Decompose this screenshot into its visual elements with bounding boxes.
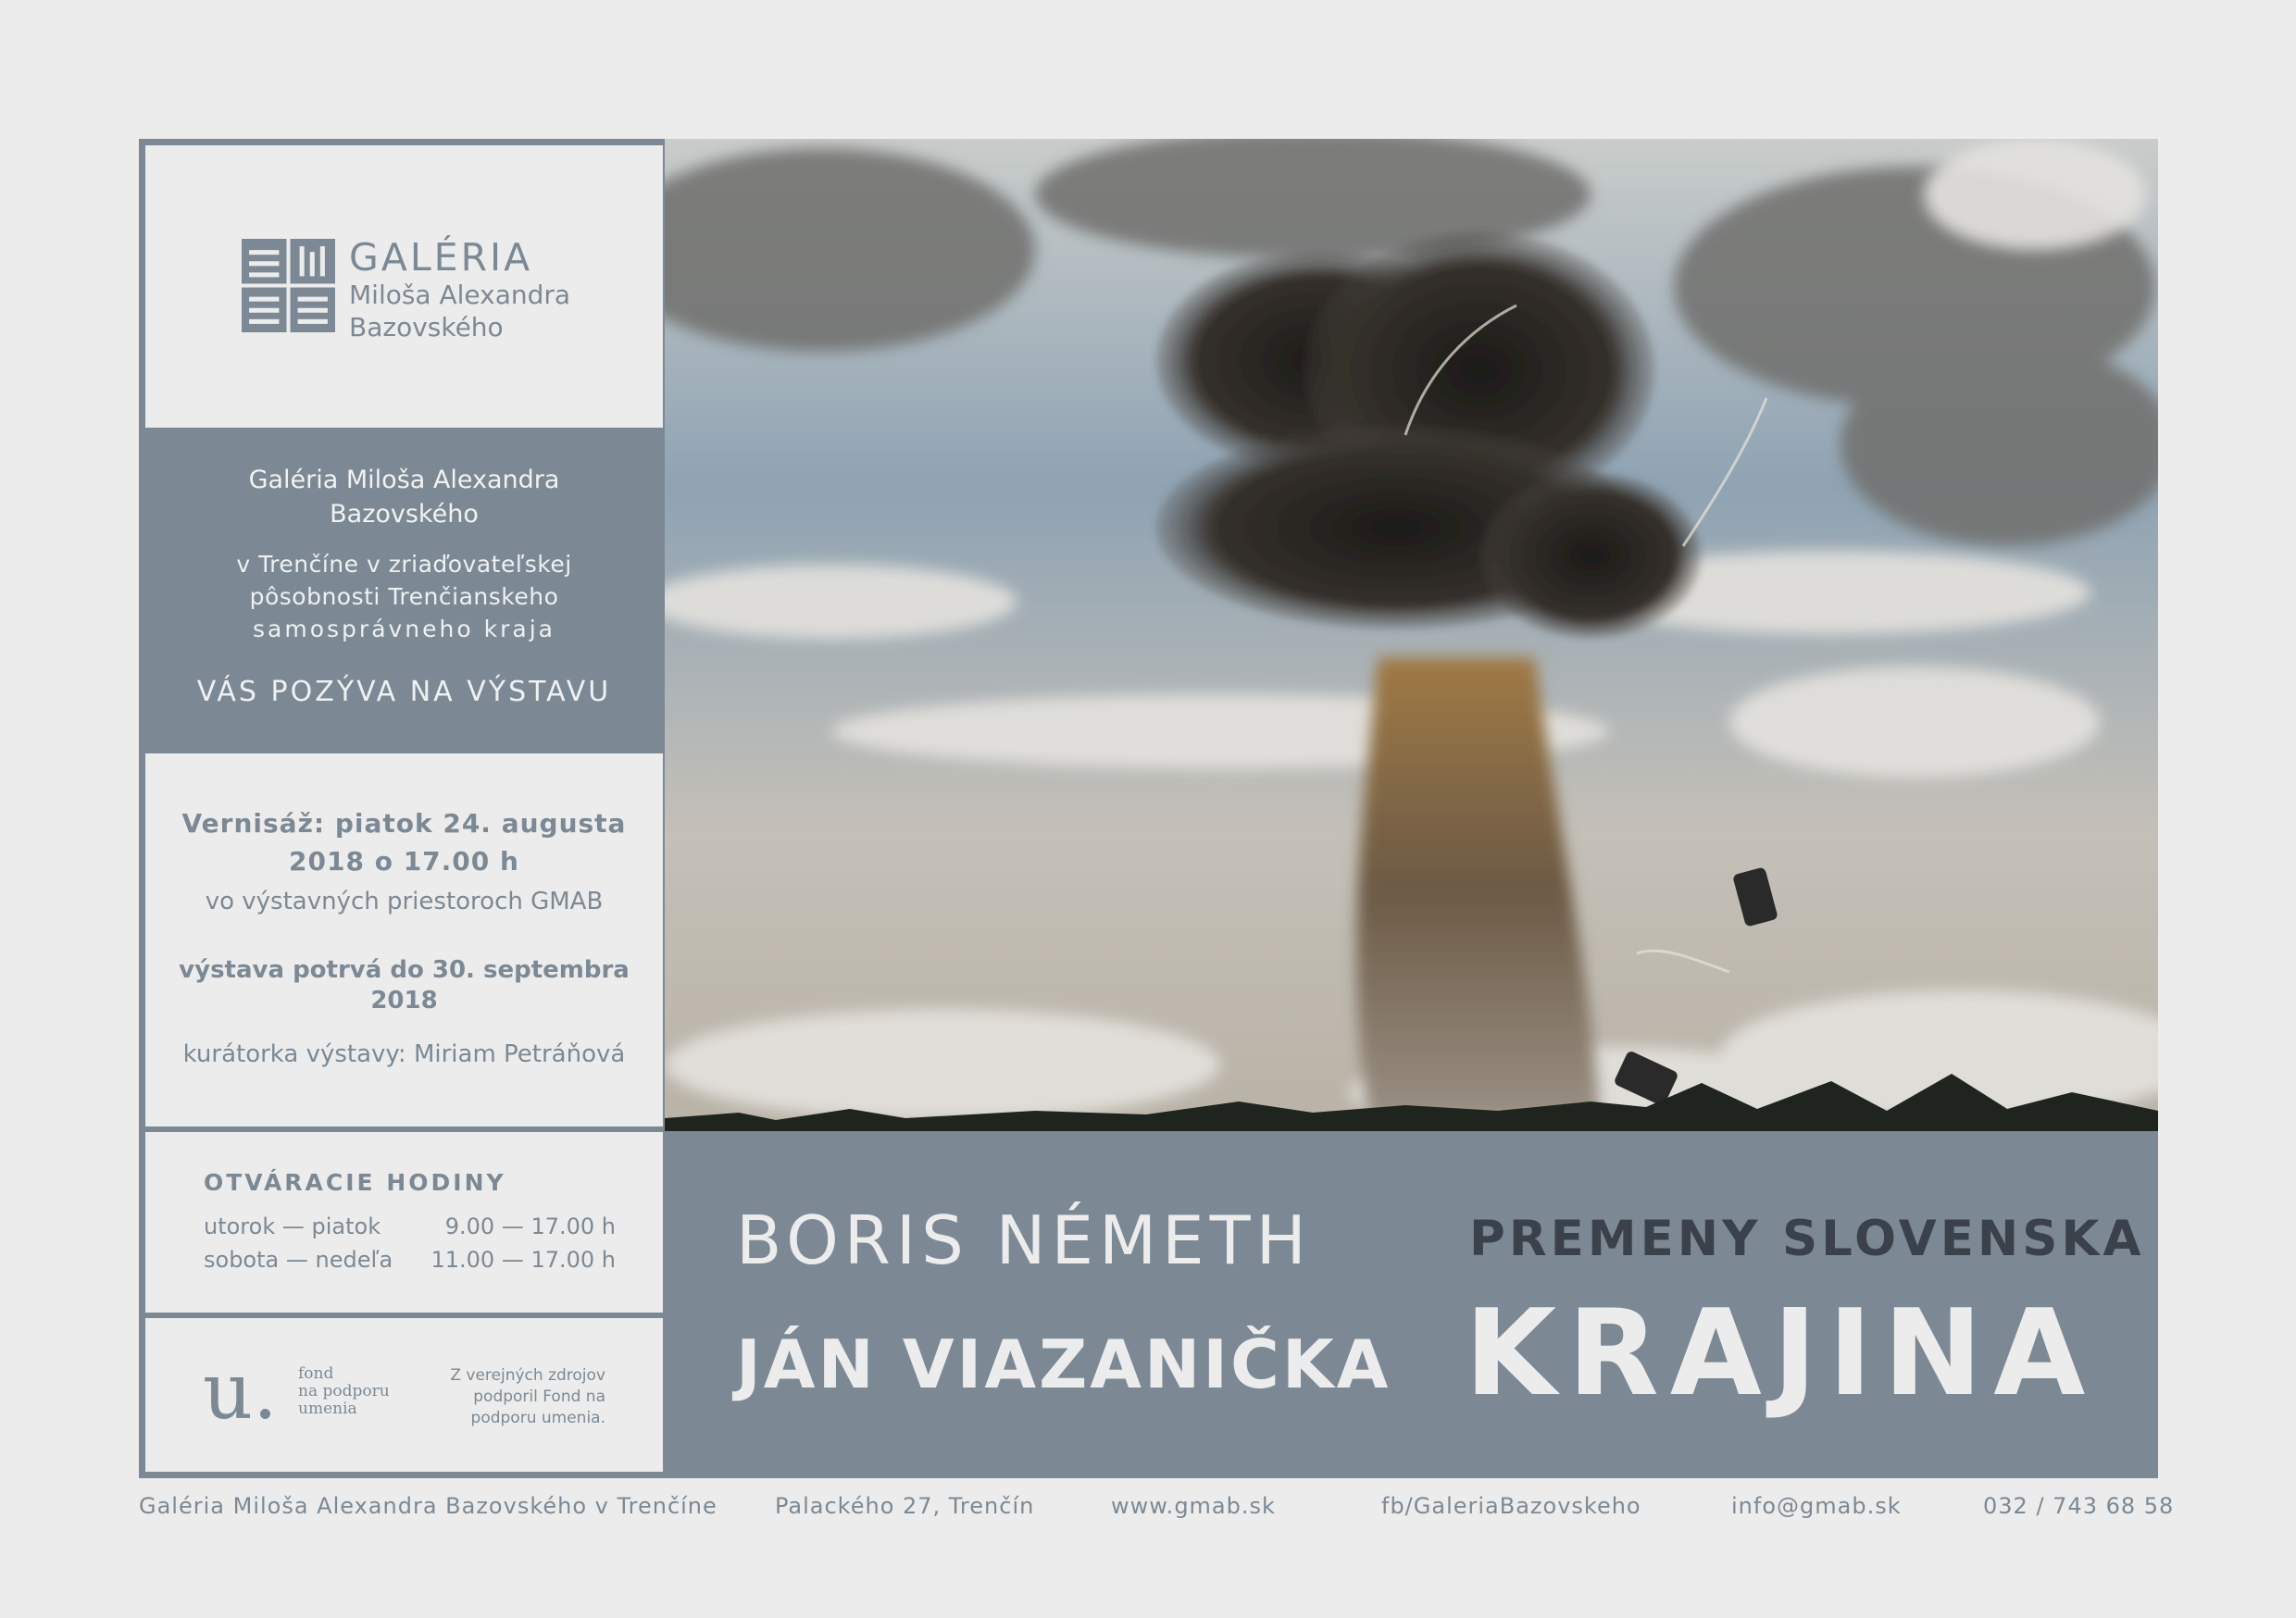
organizer-line-2: Bazovského xyxy=(330,500,479,529)
end-line-2: 2018 xyxy=(370,987,438,1014)
footer-facebook-link[interactable]: fb/GaleriaBazovskeho xyxy=(1381,1493,1641,1519)
curator-text: kurátorka výstavy: Miriam Petráňová xyxy=(182,1040,626,1068)
logo-text xyxy=(349,236,570,343)
logo-panel xyxy=(145,145,663,428)
opening-hours-panel xyxy=(145,1132,663,1313)
footer-gallery-name: Galéria Miloša Alexandra Bazovského v Trenčíne xyxy=(139,1493,718,1519)
invite-panel xyxy=(145,428,663,753)
venue-text: vo výstavných priestoroch GMAB xyxy=(205,888,604,915)
fond-na-podporu-umenia-logo-icon xyxy=(201,1355,293,1429)
fund-logo-letter: u. xyxy=(203,1355,278,1429)
fund-panel xyxy=(145,1318,663,1472)
logo-line-2: Miloša Alexandra xyxy=(349,280,571,310)
artist-name-1: BORIS NÉMETH xyxy=(736,1201,1312,1279)
affiliation-line-1: v Trenčíne v zriaďovateľskej xyxy=(236,551,572,578)
fund-note-line-1: Z verejných zdrojov xyxy=(450,1366,605,1385)
affiliation-line-2: pôsobnosti Trenčianskeho xyxy=(249,583,559,610)
hours-days: sobota — nedeľa xyxy=(204,1247,393,1273)
fund-name-line-1: fond xyxy=(298,1364,334,1383)
fund-support-note xyxy=(450,1365,605,1429)
vernisage-text xyxy=(145,804,663,880)
explosion-photo xyxy=(665,139,2158,1131)
exhibition-title: KRAJINA xyxy=(1465,1285,2097,1423)
exhibition-end-text xyxy=(145,955,663,1016)
footer-address[interactable]: Palackého 27, Trenčín xyxy=(775,1493,1035,1519)
fund-name-line-3: umenia xyxy=(298,1400,357,1418)
explosion-photo-illustration xyxy=(665,139,2158,1131)
fund-note-line-2: podporil Fond na xyxy=(473,1388,605,1406)
footer-website-link[interactable]: www.gmab.sk xyxy=(1111,1493,1276,1519)
opening-hours-title: OTVÁRACIE HODINY xyxy=(204,1169,506,1196)
gmab-logo-icon xyxy=(242,239,335,332)
footer-email-link[interactable]: info@gmab.sk xyxy=(1731,1493,1902,1519)
fund-name-line-2: na podporu xyxy=(298,1382,390,1400)
exhibition-info-panel xyxy=(145,753,663,1126)
organizer-affiliation xyxy=(145,548,663,645)
logo-line-3: Bazovského xyxy=(349,312,504,342)
fund-name xyxy=(298,1365,390,1418)
hours-days: utorok — piatok xyxy=(204,1214,381,1239)
vernisage-line-1: Vernisáž: piatok 24. augusta xyxy=(181,808,627,839)
fund-note-line-3: podporu umenia. xyxy=(470,1409,605,1427)
exhibition-subtitle: PREMENY SLOVENSKA xyxy=(1469,1211,2145,1267)
organizer-line-1: Galéria Miloša Alexandra xyxy=(248,466,560,494)
artist-name-2: JÁN VIAZANIČKA xyxy=(736,1326,1391,1403)
hours-time: 9.00 — 17.00 h xyxy=(444,1214,616,1239)
end-line-1: výstava potrvá do 30. septembra xyxy=(179,956,630,984)
affiliation-line-3: samosprávneho kraja xyxy=(253,616,555,642)
invitation-call: VÁS POZÝVA NA VÝSTAVU xyxy=(196,676,612,708)
organizer-name xyxy=(145,463,663,531)
hours-time: 11.00 — 17.00 h xyxy=(430,1247,616,1273)
logo-line-1: GALÉRIA xyxy=(349,235,533,280)
left-column xyxy=(145,145,663,1472)
vernisage-line-2: 2018 o 17.00 h xyxy=(289,846,519,877)
footer-phone[interactable]: 032 / 743 68 58 xyxy=(1983,1493,2175,1519)
poster xyxy=(139,139,2158,1478)
